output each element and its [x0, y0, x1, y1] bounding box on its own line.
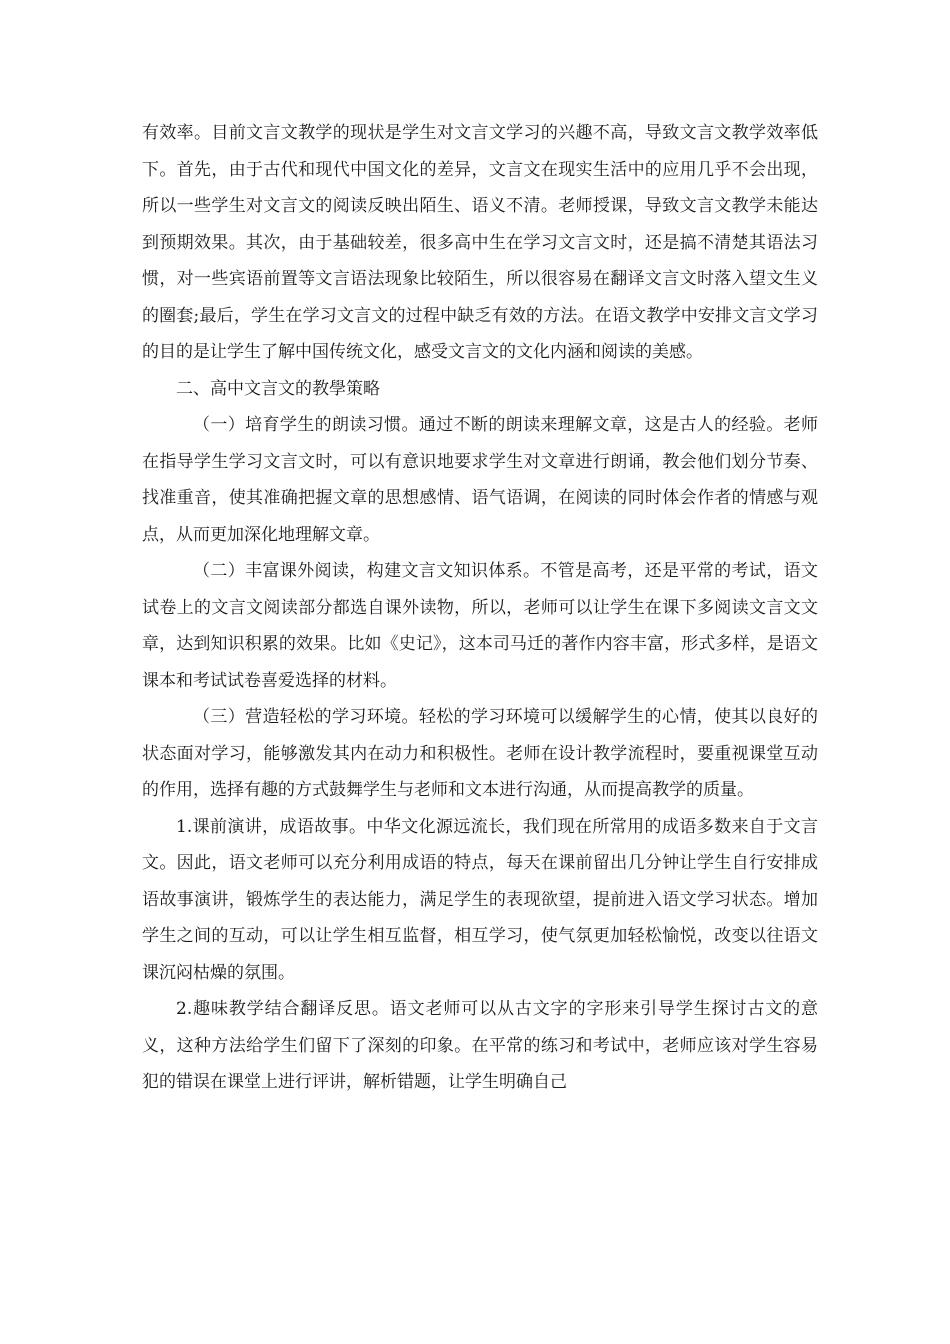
paragraph-method-2: 2.趣味教学结合翻译反思。语文老师可以从古文字的字形来引导学生探讨古文的意义，这种方法给学生们留下了深刻的印象。在平常的练习和考试中，老师应该对学生容易犯的错误在课堂上进行评讲，解析错题，让学生明确自己 — [142, 999, 818, 1092]
section-heading: 二、高中文言文的教學策略 — [176, 378, 380, 399]
paragraph-strategy-2: （二）丰富课外阅读，构建文言文知识体系。不管是高考，还是平常的考试，语文试卷上的文言文阅读部分都选自课外读物，所以，老师可以让学生在课下多阅读文言文文章，达到知识积累的效果。比如《史记》，这本司马迁的著作内容丰富，形式多样，是语文课本和考试试卷喜爱选择的材料。 — [142, 561, 818, 691]
document-body — [142, 115, 818, 1101]
paragraph-method-1: 1.课前演讲，成语故事。中华文化源远流长，我们现在所常用的成语多数来自于文言文。因此，语文老师可以充分利用成语的特点，每天在课前留出几分钟让学生自行安排成语故事演讲，锻炼学生的表达能力，满足学生的表现欲望，提前进入语文学习状态。增加学生之间的互动，可以让学生相互监督，相互学习，使气氛更加轻松愉悦，改变以往语文课沉闷枯燥的氛围。 — [142, 816, 818, 983]
paragraph-strategy-1: （一）培育学生的朗读习惯。通过不断的朗读来理解文章，这是古人的经验。老师在指导学生学习文言文时，可以有意识地要求学生对文章进行朗诵，教会他们划分节奏、找准重音，使其准确把握文章的思想感情、语气语调，在阅读的同时体会作者的情感与观点，从而更加深化地理解文章。 — [142, 415, 818, 545]
paragraph-strategy-3: （三）营造轻松的学习环境。轻松的学习环境可以缓解学生的心情，使其以良好的状态面对学习，能够激发其内在动力和积极性。老师在设计教学流程时，要重视课堂互动的作用，选择有趣的方式鼓舞学生与老师和文本进行沟通，从而提高教学的质量。 — [142, 707, 818, 800]
paragraph-intro: 有效率。目前文言文教学的现状是学生对文言文学习的兴趣不高，导致文言文教学效率低下。首先，由于古代和现代中国文化的差异，文言文在现实生活中的应用几乎不会出现，所以一些学生对文言文的阅读反映出陌生、语义不清。老师授课，导致文言文教学未能达到预期效果。其次，由于基础较差，很多高中生在学习文言文时，还是搞不清楚其语法习惯，对一些宾语前置等文言语法现象比较陌生，所以很容易在翻译文言文时落入望文生义的圈套;最后，学生在学习文言文的过程中缺乏有效的方法。在语文教学中安排文言文学习的目的是让学生了解中国传统文化，感受文言文的文化内涵和阅读的美感。 — [142, 123, 818, 362]
